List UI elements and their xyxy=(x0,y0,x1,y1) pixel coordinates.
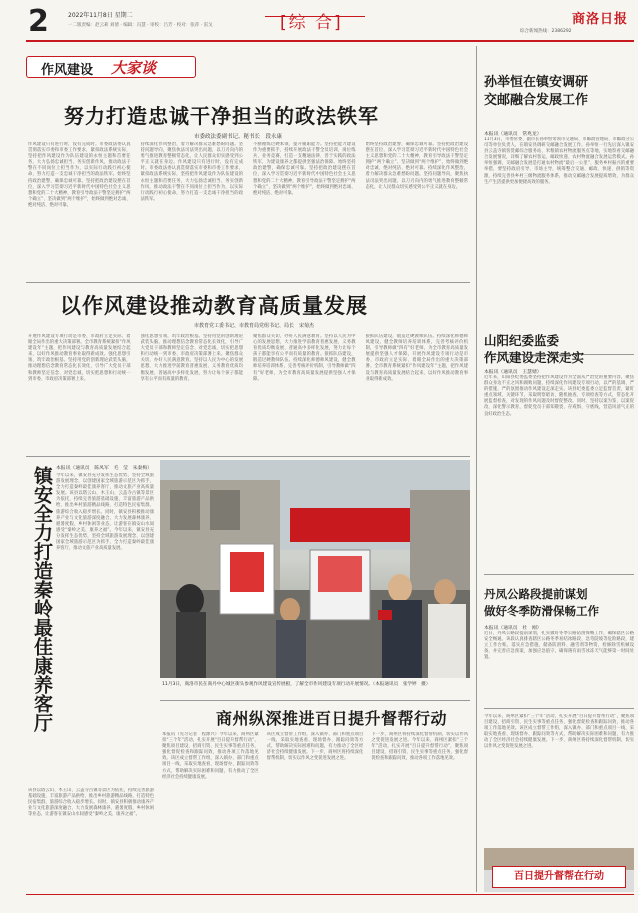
article2-col: 强化思想引领，筑牢政治根基。坚持用党的创新理论武装头脑，推动理想信念教育常态化长效化，引导广大党员干部和教师坚定信念、对党忠诚，切实把思想和行动统一到市委、市政府决策部署上来。聚焦群众关切，办好人民满意教育。坚持以人民为中心的发展思想，大力推进学前教育普惠发展、义务教育优质均衡发展、普通高中多样化发展，努力让每个孩子都能享有公平而有质量的教育。 xyxy=(140,334,243,382)
column-tag-prefix: 作风建设 xyxy=(41,63,94,78)
article2-author: 市教育党工委书记、市教育局党组书记、局长 宋菊杰 xyxy=(194,323,315,329)
article5-text: 近年来，山阳县纪委监委坚持把作风建设作为全面从严治党的重要内容，聚焦群众身边不正之风和腐败问题，持续深化作风建设专项行动，以严的基调、严的措施、严的氛围推动作风建设走深走实。该县纪委监委立足监督首责，紧盯重点领域、关键环节，采取明察暗访、随机抽查、专项检查等方式，常态化开展监督检查，对发现的作风问题及时督促整改。同时，坚持以案为鉴、以案促改，深化警示教育，督促党员干部知敬畏、存戒惧、守底线，营造风清气正的良好政治生态。 xyxy=(484,375,634,417)
shop-photo xyxy=(484,848,634,892)
divider xyxy=(484,574,634,575)
article6-title-line2: 做好冬季防滑保畅工作 xyxy=(484,604,599,618)
article3-text: 今年以来，镇安县充分发挥生态优势，坚持全域旅游发展理念，以创建国家全域旅游示范区为抓手，全力打造秦岭最佳康养客厅，推动文旅产业高质量发展。该县以塔云山、木王山、云盖寺古镇等景区为依托，持续完善旅游基础设施，丰富旅游产品供给，推出乡村旅游精品线路，打造特色民宿集群，旅游综合收入稳步增长。同时，镇安县积极推动康养产业与文化旅游深度融合，大力发展森林康养、避暑度假、乡村休闲等业态，让游客在镇安山水间感受“秦岭之美、康养之福”。今年以来，镇安县充分发挥生态优势，坚持全域旅游发展理念，以创建国家全域旅游示范区为抓手，全力打造秦岭最佳康养客厅，推动文旅产业高质量发展。 xyxy=(56,473,154,552)
article1-title: 努力打造忠诚干净担当的政法铁军 xyxy=(64,104,379,128)
phone-line: 综合新闻热线：2386292 xyxy=(520,29,572,34)
divider xyxy=(160,700,470,701)
article2-title: 以作风建设推动教育高质量发展 xyxy=(60,294,368,318)
article2-col: 聚焦群众关切，办好人民满意教育。坚持以人民为中心的发展思想，大力推进学前教育普惠发展、义务教育优质均衡发展、普通高中多样化发展，努力让每个孩子都能享有公平而有质量的教育。狠抓队伍建设，锻造过硬教师队伍。持续深化师德师风建设，健全教师培养培训体系，完善考核评价机制，引导教师做“四有”好老师，为全市教育高质量发展提供坚强人才保障。 xyxy=(253,334,356,382)
article2-body xyxy=(28,334,468,454)
column-tag-accent: 大家谈 xyxy=(111,59,157,77)
right-column xyxy=(484,46,634,892)
divider xyxy=(26,282,470,283)
article6-body xyxy=(484,624,634,704)
article3-byline: 本报讯（通讯员 陈凤军 毛 莹 朱秦梅） xyxy=(56,466,152,471)
article5-title xyxy=(484,332,634,366)
article6-text: 近日，丹凤公路段提前谋划，扎实做好冬季公路防滑保畅工作，确保辖区公路安全畅通。该段认真排查辖区公路冬季易结冰路段、急弯陡坡等危险路段，建立工作台账，落实应急措施，储备防滑料、融雪剂等物资，检修除雪机械设备，并完善应急预案，加强应急值守，确保遇有雨雪冰冻天气能够第一时间处置。 xyxy=(484,631,634,661)
article1-col: 持续深化作风整治，着力解决群众急难愁盼问题。坚持问题导向，聚焦执法司法突出问题，以刀刃向内的勇气推进教育整顿常态化，让人民群众切实感受到公平正义就在身边。作风建设只有进行时，没有完成时。市委政法委认真贯彻落实市委和市委工作要求，紧扣政法系统实际，坚持把作风建设作为队伍建设的永恒主题和首要任务，大力弘扬忠诚担当、务实创新作风，推动政法干警在不同岗位上担当作为，以实际行动践行初心使命，努力打造一支忠诚干净担当的政法铁军。 xyxy=(140,142,243,202)
divider xyxy=(26,456,470,457)
shop-sign: 百日提升督帮在行动 xyxy=(492,866,626,888)
article4-title-line2: 交邮融合发展工作 xyxy=(484,93,589,108)
section-label: [综 合] xyxy=(280,13,343,33)
article6-title xyxy=(484,586,634,620)
article5-byline: 本报讯（通讯员 王慧婧） xyxy=(484,370,542,375)
article5-body xyxy=(484,368,634,568)
article5-title-line1: 山阳纪委监委 xyxy=(484,333,560,348)
sub-line: 一二版责编：赵云莉 刘倩 · 编辑：冯慧 · 审校：吕芳 · 校对：张萍 · 雷戈 xyxy=(68,23,213,28)
article3-title: 镇安全力打造秦岭最佳康养客厅 xyxy=(31,466,53,732)
article4-body xyxy=(484,130,634,350)
article1-body xyxy=(28,142,468,280)
article2-col: 狠抓队伍建设，锻造过硬教师队伍。持续深化师德师风建设，健全教师培养培训体系，完善考核评价机制，引导教师做“四有”好老师，为全市教育高质量发展提供坚强人才保障。开展作风建设专项行动是市委、市政府立足实际、着眼全局作出的重大决策部署。全市教育系统紧扣“作风建设年”主题，把作风建设与教育高质量发展结合起来，以好作风推动教育事业取得新成效。 xyxy=(365,334,468,382)
article5-title-line2: 作风建设走深走实 xyxy=(484,350,585,365)
article4-title-line1: 孙举恒在镇安调研 xyxy=(484,75,589,90)
article7-body xyxy=(162,732,468,892)
article6-byline: 本报讯（通讯员 杜 刚） xyxy=(484,626,542,631)
article4-title xyxy=(484,74,634,110)
article3-continued: 该县以塔云山、木王山、云盖寺古镇等景区为依托，持续完善旅游基础设施，丰富旅游产品供给，推出乡村旅游精品线路，打造特色民宿集群，旅游综合收入稳步增长。同时，镇安县积极推动康养产业与文化旅游深度融合，大力发展森林康养、避暑度假、乡村休闲等业态，让游客在镇安山水间感受“秦岭之美、康养之福”。 xyxy=(28,788,154,818)
article7-title: 商州纵深推进百日提升督帮行动 xyxy=(216,709,448,728)
date-line: 2022年11月8日 星期二 xyxy=(68,12,133,19)
page-number: 2 xyxy=(28,4,49,39)
article7-col: 该区成立督帮工作组，深入镇办、部门和重点项目一线，采取实地查看、现场督办、跟踪问效等方式，帮助解决实际困难和问题，有力推动了全区经济社会持续健康发展。下一步，商州区将持续深化督帮机制，切实以作风之变促进发展之进。 xyxy=(266,732,364,762)
photo-scene xyxy=(160,460,470,678)
article1-col: 作风建设只有进行时，没有完成时。市委政法委认真贯彻落实市委和市委工作要求，紧扣政法系统实际，坚持把作风建设作为队伍建设的永恒主题和首要任务，大力弘扬忠诚担当、务实创新作风，推动政法干警在不同岗位上担当作为，以实际行动践行初心使命，努力打造一支忠诚干净担当的政法铁军。始终坚持政治建警，确保忠诚可靠。坚持把政治建设摆在首位，深入学习贯彻习近平新时代中国特色社会主义思想和党的二十大精神，教育引导政法干警坚定拥护“两个确立”、坚决做到“两个维护”，始终做到绝对忠诚、绝对纯洁、绝对可靠。 xyxy=(28,142,131,208)
photo-caption: 11月3日，商洛市民在商丹中心城区街头参观作风建设宣传展板，了解全市作风建设专项行动开展情况。（本报通讯员 张学婷 摄） xyxy=(162,682,431,687)
article1-col: 始终坚持政治建警，确保忠诚可靠。坚持把政治建设摆在首位，深入学习贯彻习近平新时代中国特色社会主义思想和党的二十大精神，教育引导政法干警坚定拥护“两个确立”、坚决做到“两个维护”，始终做到绝对忠诚、绝对纯洁、绝对可靠。持续深化作风整治，着力解决群众急难愁盼问题。坚持问题导向，聚焦执法司法突出问题，以刀刃向内的勇气推进教育整顿常态化，让人民群众切实感受到公平正义就在身边。 xyxy=(365,142,468,190)
article4-text: 11月3日，市委常委、副市长孙举恒带领市交通局、市邮政管理局、市邮政分公司等单位负责人，在镇安县调研交邮融合发展工作。孙举恒一行先后深入镇安县云盖寺镇客货邮综合服务站、米粮镇农村物流服务点等地，实地察看交邮融合发展情况，详细了解农村客运、邮政快递、农村物流融合发展运营模式。孙举恒强调，交邮融合发展是打通农村物流“最后一公里”、服务乡村振兴的重要举措，要坚持政府引导、市场主导，统筹整合交通、邮政、快递、供销等资源，持续完善县乡村三级物流服务体系，推动交邮融合发展提质增效，为群众生产生活提供更加便捷高效的服务。 xyxy=(484,137,634,185)
article4-byline: 本报讯（通讯员 常兆龙） xyxy=(484,132,542,137)
article2-col: 开展作风建设专项行动是市委、市政府立足实际、着眼全局作出的重大决策部署。全市教育系统紧扣“作风建设年”主题，把作风建设与教育高质量发展结合起来，以好作风推动教育事业取得新成效。强化思想引领，筑牢政治根基。坚持用党的创新理论武装头脑，推动理想信念教育常态化长效化，引导广大党员干部和教师坚定信念、对党忠诚，切实把思想和行动统一到市委、市政府决策部署上来。 xyxy=(28,334,131,382)
bottom-rule xyxy=(26,894,634,895)
article7-col: 下一步，商州区将持续深化督帮机制，切实以作风之变促进发展之进。今年以来，商州区紧扣“三个年”活动，扎实开展“百日提升督帮行动”，聚焦项目建设、招商引资、民生实事等重点任务，强化督促检查和跟踪问效，推动各项工作落地见效。 xyxy=(371,732,469,762)
article6-title-line1: 丹凤公路段提前谋划 xyxy=(484,587,588,601)
column-separator xyxy=(476,46,477,892)
masthead-rule xyxy=(26,40,634,42)
article3-body xyxy=(56,466,154,784)
masthead xyxy=(0,0,638,44)
divider xyxy=(484,708,634,709)
news-photo xyxy=(160,460,470,678)
column-tag xyxy=(26,56,196,78)
article1-author: 市委政法委副书记、秘书长 段永康 xyxy=(194,134,283,140)
article7-col: 本报讯（见习记者 程源兴）今年以来，商州区紧扣“三个年”活动，扎实开展“百日提升督帮行动”，聚焦项目建设、招商引资、民生实事等重点任务，强化督促检查和跟踪问效，推动各项工作落地见效。该区成立督帮工作组，深入镇办、部门和重点项目一线，采取实地查看、现场督办、跟踪问效等方式，帮助解决实际困难和问题，有力推动了全区经济社会持续健康发展。 xyxy=(162,732,259,780)
left-block xyxy=(26,46,470,893)
article1-col: 不断锤炼过硬本领，提升履职能力。坚持把能力建设作为重要抓手，持续开展政法干警全员培训、岗位练兵、业务竞赛，打造一支精通法律、善于实践的政法铁军，为建设康养之都提供坚强法治保障。始终坚持政治建警，确保忠诚可靠。坚持把政治建设摆在首位，深入学习贯彻习近平新时代中国特色社会主义思想和党的二十大精神，教育引导政法干警坚定拥护“两个确立”、坚决做到“两个维护”，始终做到绝对忠诚、绝对纯洁、绝对可靠。 xyxy=(253,142,356,196)
paper-name: 商洛日报 xyxy=(572,12,629,27)
article7-continued: 今年以来，商州区紧扣“三个年”活动，扎实开展“百日提升督帮行动”，聚焦项目建设、招商引资、民生实事等重点任务，强化督促检查和跟踪问效，推动各项工作落地见效。该区成立督帮工作组，深入镇办、部门和重点项目一线，采取实地查看、现场督办、跟踪问效等方式，帮助解决实际困难和问题，有力推动了全区经济社会持续健康发展。下一步，商州区将持续深化督帮机制，切实以作风之变促进发展之进。 xyxy=(484,714,634,750)
